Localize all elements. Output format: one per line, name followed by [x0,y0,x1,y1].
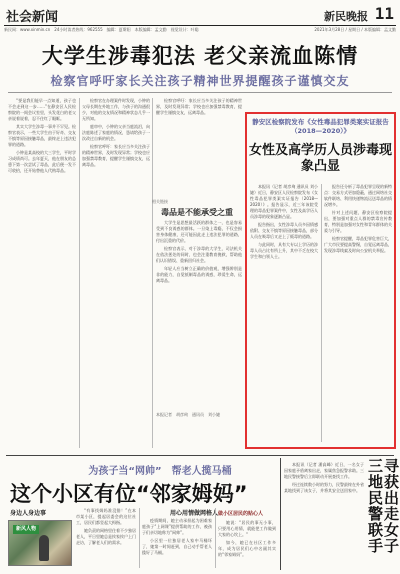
paper-name: 新民晚报 [324,10,368,23]
header-info-right: 2021年3月28日 / 星期日 / 本版编辑：孟文勤 [314,27,396,32]
related-title: 毒品是不能承受之重 [161,208,233,217]
lead-column-2 [82,98,150,450]
paragraph: 经过连续数小时的努力，民警最终在外省某地找到了该女子，并将其安全送回家中。 [284,482,364,493]
section-name: 社会新闻 [6,10,59,25]
box-column-2 [324,184,392,444]
paragraph: 检察官呼吁：家长应当多关注孩子的精神世界，及时发现异常；学校也应加强禁毒教育，提醒学生谨慎交友，远离毒品。 [82,144,150,167]
lead-column-3-top [156,98,242,194]
paragraph: 她说：“居民的事无小事，只要用心用情，就能把工作做到大家的心坎上。” [218,520,276,537]
bottom-column-2 [142,518,212,570]
lead-column-3 [156,220,242,400]
bottom-section-2: 用心用情做网格人 [170,510,219,517]
box-title: 女性及高学历人员涉毒现象凸显 [249,143,393,174]
section-divider [6,455,394,456]
column-divider [79,98,80,448]
bottom-column-1 [76,508,136,570]
bottom-column-3 [218,508,276,570]
bottom-section-1: 身边人身边事 [10,510,47,517]
lead-column-1 [8,98,76,450]
person-figure [39,535,49,561]
column-divider [321,184,322,442]
paragraph: 检察官在办理案件时发现，小钟的父母长期在外地工作，与孩子的沟通很少，对他的交友情况和精神状态几乎一无所知。 [82,98,150,121]
paragraph: 检察官表示，对于涉毒的大学生，司法机关在依法惩处的同时，也会注重教育挽救，帮助他们认识错误、重新回归社会。 [156,246,242,263]
subheading: 做小区居民的贴心人 [218,511,264,517]
paragraph: 疫情期间，她主动承担起为困难家庭孩子“上网课”提供帮助的工作，被孩子们亲切地称为“网帅”。 [142,518,212,535]
feature-badge: 新风人物 [13,525,39,534]
paragraph: 本报讯（记者 胡彦珣 通讯员 刘小婕）近日，静安区人民检察院发布《女性毒品犯罪类案实证报告（2018—2020）》。报告显示，近三年该院受理的毒品犯罪案件中，女性及高学历人员涉毒的现象逐渐凸显。 [250,184,318,219]
paragraph: 如今，她已在社区工作多年，成为居民们心中名副其实的“邻家姆妈”。 [218,540,276,557]
paragraph: 庭审中，小钟的父亲当庭流泪，向法庭陈述了家庭的情况，恳请给孩子一次改过自新的机会。 [82,124,150,141]
paragraph: 本报讯（记者 潘高峰）近日，一名女子因家庭矛盾离家出走，家属焦急报警求助。三地民警接警后立即联动开展查找工作。 [284,462,364,479]
column-divider [215,508,216,568]
paragraph: “有事找姆妈准没错！”在本市某小区，提起居委会的这位社工，居民们都竖起大拇指。 [76,508,136,525]
side-divider [280,458,281,570]
page-number: 11 [374,4,394,23]
paragraph: 检察官呼吁：家长应当多关注孩子的精神世界，及时发现异常；学校也应加强禁毒教育，提醒学生谨慎交友，远离毒品。 [156,98,242,115]
lead-headline: 大学生涉毒犯法 老父亲流血陈情 [41,44,359,68]
header-info-left: 新民网：www.xinmin.cn 24小时读者热线：962555 编辑：夏斯阳 本版编辑：孟文勤 视觉设计：叶聪 [4,27,199,32]
lead-subheadline: 检察官呼吁家长关注孩子精神世界提醒孩子谨慎交友 [50,74,350,88]
side-headline-b: 寻获出走女子 [382,458,400,554]
paragraph: 报告指出，女性涉毒人员多因情感依附、交友不慎等原因接触毒品，部分人员在吸毒后又走上了贩毒的道路。 [250,222,318,239]
paragraph: 大学生是思想最活跃的群体之一，也是容易受到不良诱惑的群体。一旦染上毒瘾，不仅会损害身体健康，还可能因此走上违法犯罪的道路，付出沉重的代价。 [156,220,242,243]
related-kicker: 相关链接 [152,199,168,204]
paragraph: 报告还分析了毒品犯罪呈现的新特点：交易方式更加隐蔽，通过网络社交软件联络、利用快递物流运送毒品的情况增多。 [324,184,392,207]
header-info-bar [4,27,396,35]
column-divider [152,98,153,448]
paragraph: 其实大学生涉毒一事并不罕见。检察官表示，一些大学生由于好奇、交友不慎等原因接触毒品，最终走上违法犯罪的道路。 [8,124,76,147]
story-photo [8,520,72,566]
paragraph: 她负责的网格里住着不少独居老人，平日里她总是挨家挨户上门走访，了解老人们的需求。 [76,528,136,545]
lead-author: 本报记者 胡彦珣 通讯员 刘小婕 [156,412,220,417]
bottom-kicker: 为孩子当“网帅” 帮老人揽马桶 [88,466,232,477]
paragraph: “要是我们能早一点知道，孩子也不会走到这一步……”在静安区人民检察院的一间会议室里，头发花白的老父亲说着说着，忍不住红了眼眶。 [8,98,76,121]
side-headline-a: 三地民警联手 [366,458,384,554]
box-column-1 [250,184,318,444]
bottom-headline: 这个小区有位“邻家姆妈” [10,482,248,506]
column-divider [139,508,140,568]
paragraph: 检察官提醒，毒品犯罪危害巨大，广大市民要提高警惕，自觉远离毒品，发现涉毒线索及时向公安机关举报。 [324,236,392,253]
page-header [4,4,396,26]
paragraph: 与此同时，具有大专以上学历的涉毒人员占比有所上升，其中不乏在校大学生和白领人士。 [250,242,318,259]
paragraph: 小钟是某高校的大三学生，平时学习成绩尚可。去年夏天，他在朋友的怂恿下第一次尝试了毒品，此后便一发不可收拾，还开始替他人代购毒品。 [8,150,76,173]
paragraph: 小区里一位独居老人家中马桶坏了，她第一时间赶到，自己动手帮老人揽好了马桶。 [142,538,212,555]
paragraph: 年轻人应当树立正确的价值观，增强辨别是非的能力，自觉抵制毒品的诱惑，珍爱生命，远离毒品。 [156,266,242,283]
paragraph: 针对上述问题，静安区检察院提出，要加强对重点人群的禁毒宣传教育，特别是加强对女性和青年群体的关爱与引导。 [324,210,392,233]
box-pretitle: 静安区检察院发布《女性毒品犯罪类案实证报告（2018—2020）》 [252,118,389,135]
side-column [284,462,364,570]
divider [8,92,392,93]
